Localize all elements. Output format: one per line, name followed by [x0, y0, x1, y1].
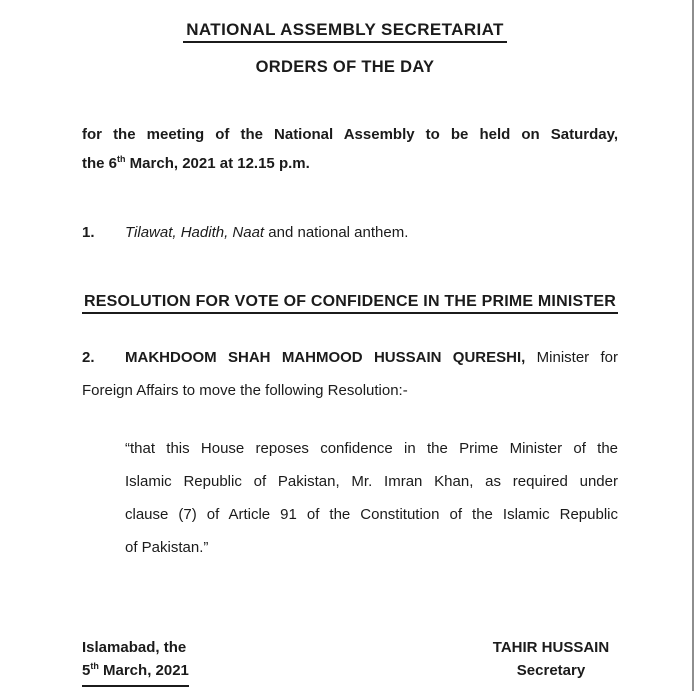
footer-date-rest: March, 2021 — [98, 662, 189, 679]
agenda-item-2-line-1 — [82, 341, 618, 374]
signatory-name: TAHIR HUSSAIN — [492, 639, 610, 656]
resolution-text — [125, 432, 618, 564]
resolution-section — [82, 293, 618, 314]
meeting-intro-line-1: for the meeting of the National Assembly to be held on Saturday, — [82, 126, 618, 143]
document-header — [0, 20, 690, 43]
resolution-text-line-4: of Pakistan.” — [125, 539, 209, 556]
agenda-item-2-line-2: Foreign Affairs to move the following Resolution:- — [82, 382, 408, 399]
meeting-date-prefix: the 6 — [82, 155, 118, 172]
mover-designation: Minister for — [536, 349, 619, 366]
signatory-title: Secretary — [516, 662, 586, 679]
footer-date-day: 5 — [82, 662, 91, 679]
agenda-item-2-number: 2. — [82, 349, 95, 366]
meeting-intro-paragraph — [82, 120, 618, 180]
resolution-text-line-2: Islamic Republic of Pakistan, Mr. Imran Khan, as required under — [125, 473, 618, 490]
agenda-item-1-text: and national anthem. — [264, 224, 409, 241]
agenda-item-1 — [82, 222, 618, 244]
scan-edge-line — [692, 0, 694, 691]
ordinal-superscript: th — [117, 154, 126, 164]
meeting-date-rest: March, 2021 at 12.15 p.m. — [125, 155, 310, 172]
resolution-text-line-1: “that this House reposes confidence in the Prime Minister of the — [125, 440, 618, 457]
agenda-item-1-number: 1. — [82, 224, 95, 241]
footer-date — [82, 659, 189, 687]
footer-date-ordinal: th — [90, 661, 99, 671]
document-subheader — [0, 58, 690, 77]
agenda-item-2 — [82, 341, 618, 407]
footer-place: Islamabad, the — [82, 639, 187, 656]
mover-name: MAKHDOOM SHAH MAHMOOD HUSSAIN QURESHI, — [125, 349, 526, 366]
agenda-item-1-italic-text: Tilawat, Hadith, Naat — [125, 224, 265, 241]
footer-place-date — [82, 636, 189, 687]
resolution-section-heading: RESOLUTION FOR VOTE OF CONFIDENCE IN THE PRIME MINISTER — [82, 293, 618, 314]
document-subtitle: ORDERS OF THE DAY — [255, 58, 435, 76]
footer-signatory — [470, 636, 632, 682]
resolution-text-line-3: clause (7) of Article 91 of the Constitution of the Islamic Republic — [125, 506, 618, 523]
meeting-intro-line-2 — [82, 149, 618, 180]
document-title: NATIONAL ASSEMBLY SECRETARIAT — [183, 20, 507, 43]
